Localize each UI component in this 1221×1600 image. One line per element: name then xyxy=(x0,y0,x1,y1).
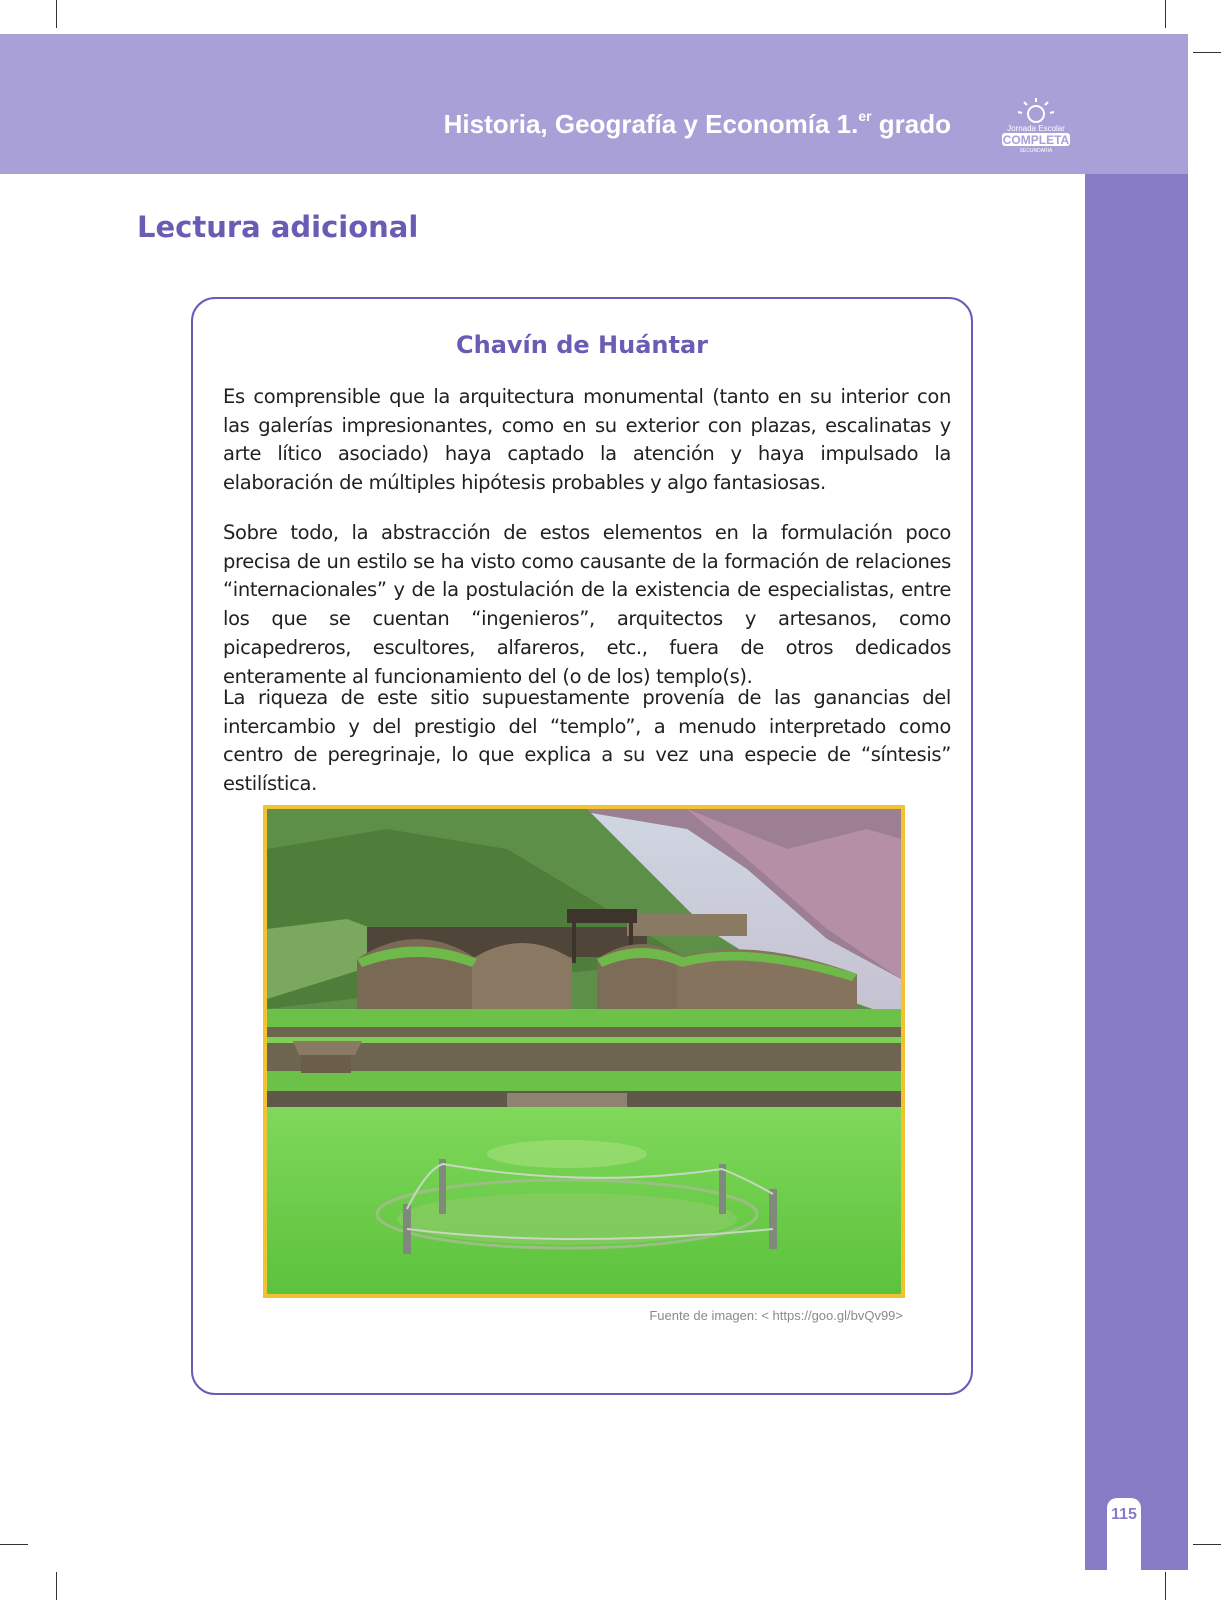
crop-mark xyxy=(1193,1544,1221,1545)
crop-mark xyxy=(0,1544,28,1545)
crop-mark xyxy=(56,1572,57,1600)
paragraph-2: Sobre todo, la abstracción de estos elementos en la formulación poco precisa de un estilo se ha visto como causante de la formación de relaciones “internacionales” y de la postulación de la existencia de especialistas, entre los que se cuentan “ingenieros”, arquitectos y artesanos, como picapedreros, escultores, alfareros, etc., fuera de otros dedicados enteramente al funcionamiento del (o de los) templo(s). xyxy=(223,521,951,688)
section-title: Lectura adicional xyxy=(137,210,419,244)
reading-title: Chavín de Huántar xyxy=(456,331,708,359)
side-band xyxy=(1085,174,1188,1570)
logo-line3: SECUNDARIA xyxy=(1019,148,1053,154)
crop-mark xyxy=(1193,52,1221,53)
reading-box xyxy=(191,297,973,1395)
crop-mark xyxy=(1165,1572,1166,1600)
logo-line2: COMPLETA xyxy=(1002,133,1070,147)
crop-mark xyxy=(1165,0,1166,28)
jornada-escolar-logo xyxy=(996,96,1076,154)
header-title: Historia, Geografía y Economía 1.$^{er}$ grado xyxy=(443,108,951,139)
paragraph-3: La riqueza de este sitio supuestamente provenía de las ganancias del intercambio y del prestigio del “templo”, a menudo interpretado como centro de peregrinaje, lo que explica a su vez una especie de “síntesis” estilística. xyxy=(223,686,951,796)
paragraph-1: Es comprensible que la arquitectura monumental (tanto en su interior con las galerías impresionantes, como en su exterior con plazas, escalinatas y arte lítico asociado) haya captado la atención y haya impulsado la elaboración de múltiples hipótesis probables y algo fantasiosas. xyxy=(223,385,951,495)
page-number: 115 xyxy=(1107,1498,1141,1578)
logo-line1: Jornada Escolar xyxy=(1007,124,1065,133)
crop-mark xyxy=(56,0,57,28)
chavin-photo xyxy=(263,805,905,1298)
image-caption: Fuente de imagen: < https://goo.gl/bvQv99> xyxy=(649,1308,903,1323)
